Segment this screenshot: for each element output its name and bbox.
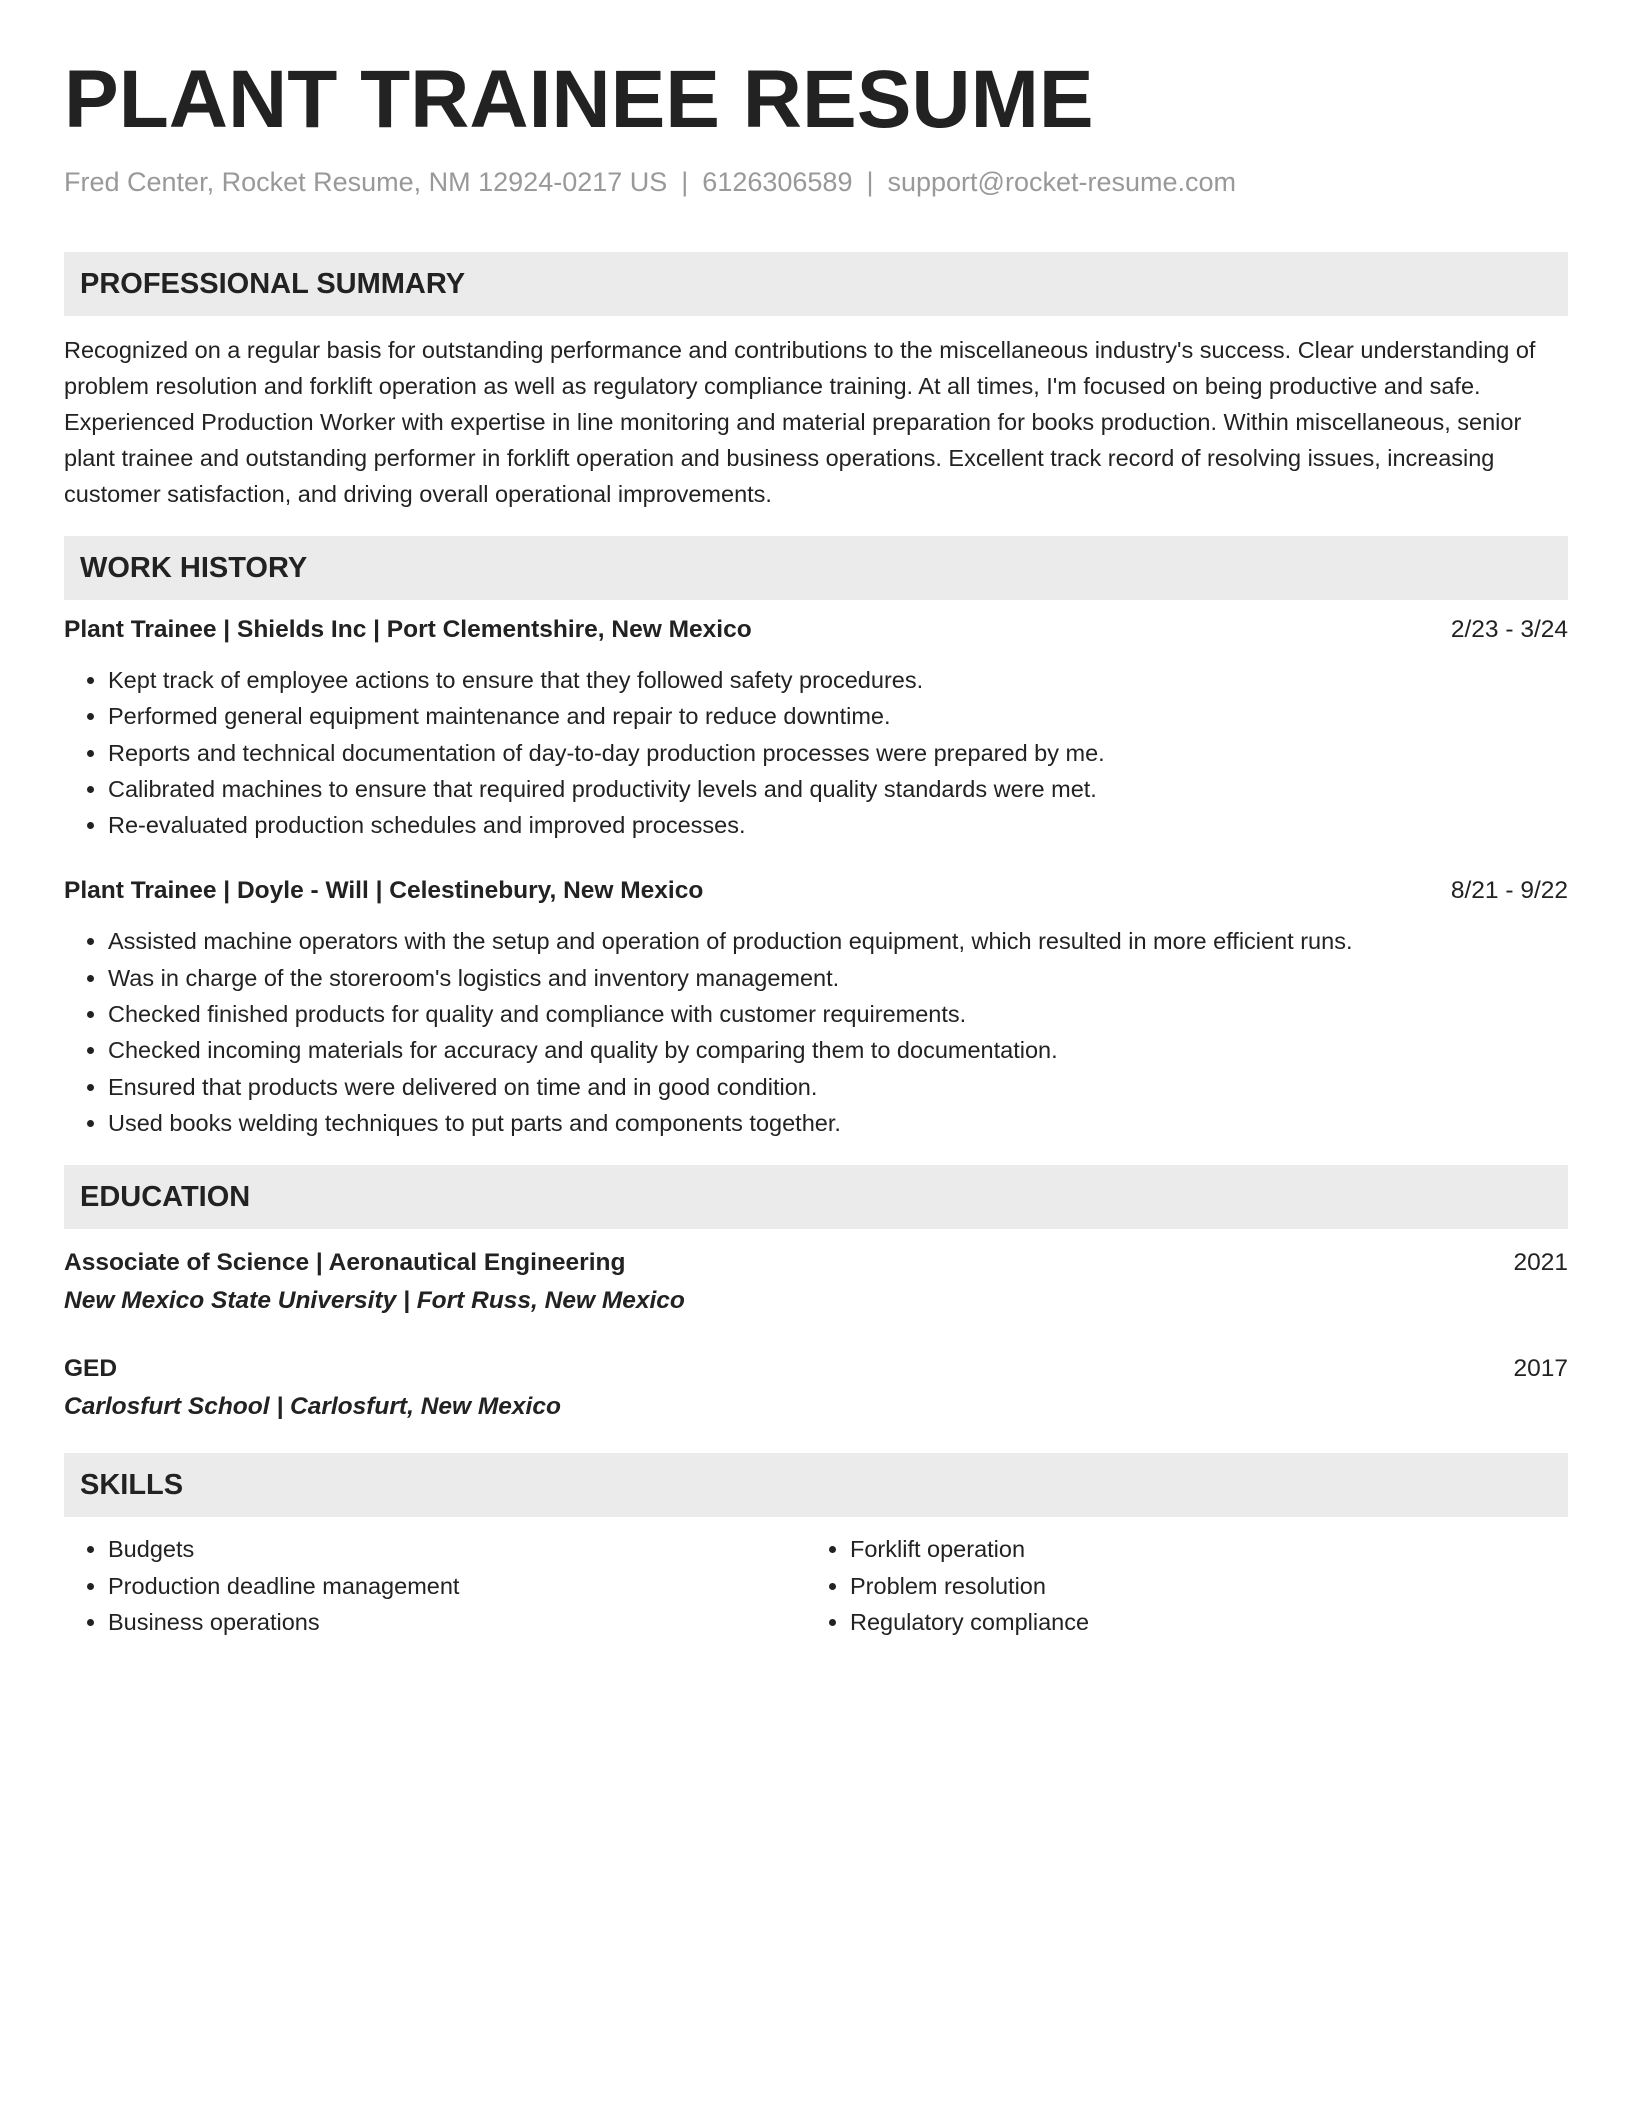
section-heading-skills: SKILLS [64,1453,1568,1517]
skills-list-left [64,1531,806,1640]
education-year: 2017 [1513,1355,1568,1383]
job-header [64,873,1568,909]
job-bullet: • Kept track of employee actions to ensure that they followed safety procedures. [108,662,1568,698]
job-bullet: • Checked incoming materials for accuracy and quality by comparing them to documentation. [108,1032,1568,1068]
job-bullet: • Ensured that products were delivered on time and in good condition. [108,1069,1568,1105]
education-degree: Associate of Science | Aeronautical Engineering [64,1249,626,1277]
job-title: Plant Trainee | Shields Inc | Port Clementshire, New Mexico [64,616,752,643]
contact-address: Fred Center, Rocket Resume, NM 12924-0217 US [64,167,668,197]
job-bullet: • Assisted machine operators with the setup and operation of production equipment, which resulted in more efficient runs. [108,923,1568,959]
job-bullet: • Performed general equipment maintenance and repair to reduce downtime. [108,698,1568,734]
contact-separator: | [866,167,874,197]
job-dates: 8/21 - 9/22 [1450,877,1568,905]
job-dates: 2/23 - 3/24 [1450,616,1568,643]
job-bullet: • Checked finished products for quality and compliance with customer requirements. [108,996,1568,1032]
job-bullet: • Reports and technical documentation of day-to-day production processes were prepared by me. [108,735,1568,771]
skill-item: • Production deadline management [108,1568,806,1604]
job-bullet-list [64,923,1568,1141]
section-heading-summary: PROFESSIONAL SUMMARY [64,252,1568,316]
education-degree: GED [64,1355,118,1383]
skills-list-right [806,1531,1548,1640]
resume-title: PLANT TRAINEE RESUME [64,54,1094,145]
education-school: New Mexico State University | Fort Russ, New Mexico [64,1287,685,1315]
summary-text: Recognized on a regular basis for outstanding performance and contributions to the miscellaneous industry's success. Clear understanding of problem resolution and forklift operation as well as regulatory compliance training. At all times, I'm focused on being productive and safe. Experienced Production Worker with expertise in line monitoring and material preparation for books production. Within miscellaneous, senior plant trainee and outstanding performer in forklift operation and business operations. Excellent track record of resolving issues, increasing customer satisfaction, and driving overall operational improvements. [64,337,1536,507]
skill-item: • Business operations [108,1604,806,1640]
skill-item: • Regulatory compliance [850,1604,1548,1640]
job-bullet-list [64,662,1568,843]
education-entry [64,1245,1568,1321]
job-bullet: • Was in charge of the storeroom's logistics and inventory management. [108,960,1568,996]
education-year: 2021 [1513,1249,1568,1277]
skill-item: • Budgets [108,1531,806,1567]
skill-item: • Problem resolution [850,1568,1548,1604]
job-title: Plant Trainee | Doyle - Will | Celestinebury, New Mexico [64,877,704,905]
job-bullet: • Used books welding techniques to put parts and components together. [108,1105,1568,1141]
education-header [64,1351,1568,1387]
contact-separator: | [681,167,689,197]
education-school: Carlosfurt School | Carlosfurt, New Mexico [64,1393,561,1421]
contact-line [64,164,1568,200]
contact-email: support@rocket-resume.com [887,167,1237,197]
skills-columns [64,1531,1568,1640]
skill-item: • Forklift operation [850,1531,1548,1567]
resume-page [64,50,1568,1640]
education-entry [64,1351,1568,1427]
education-header [64,1245,1568,1281]
section-heading-education: EDUCATION [64,1165,1568,1229]
contact-phone: 6126306589 [702,167,853,197]
job-bullet: • Re-evaluated production schedules and improved processes. [108,807,1568,843]
job-header [64,612,1568,648]
job-bullet: • Calibrated machines to ensure that required productivity levels and quality standards were met. [108,771,1568,807]
section-heading-work-history: WORK HISTORY [64,536,1568,600]
